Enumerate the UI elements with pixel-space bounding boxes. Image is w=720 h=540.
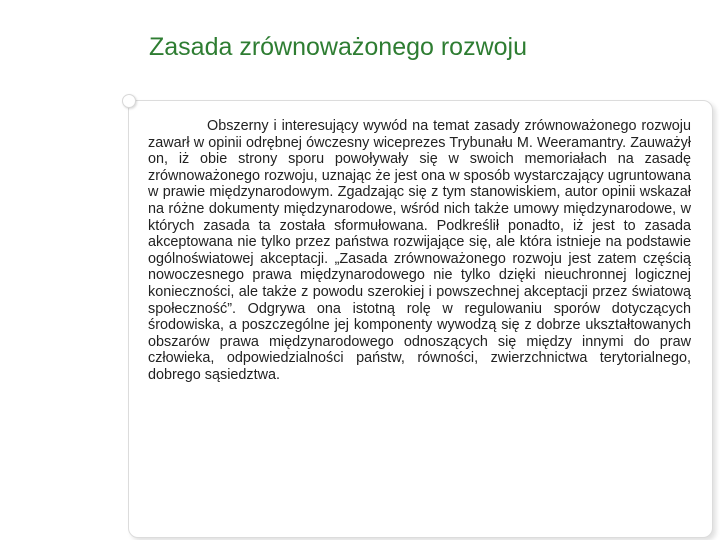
- frame-corner-decoration: [122, 94, 136, 108]
- body-text: Obszerny i interesujący wywód na temat zasady zrównoważonego rozwoju zawarł w opinii odrębnej ówczesny wiceprezes Trybunału M. Weeramantry. Zauważył on, iż obie strony sporu powoływały się w swoich memoriałach na zasadę zrównoważonego rozwoju, uznając że jest ona w sposób wystarczający ugruntowana w prawie międzynarodowym. Zgadzając się z tym stanowiskiem, autor opinii wskazał na różne dokumenty międzynarodowe, wśród nich także umowy międzynarodowe, w których zasada ta została sformułowana. Podkreślił ponadto, iż jest to zasada akceptowana nie tylko przez państwa rozwijające się, ale która istnieje na podstawie ogólnoświatowej akceptacji. „Zasada zrównoważonego rozwoju jest zatem częścią nowoczesnego prawa międzynarodowego nie tylko dzięki nieuchronnej logicznej konieczności, ale także z powodu szerokiej i powszechnej akceptacji przez światową społeczność”. Odgrywa ona istotną rolę w regulowaniu sporów dotyczących środowiska, a poszczególne jej komponenty wywodzą się z dobrze ukształtowanych obszarów prawa międzynarodowego odnoszących się między innymi do praw człowieka, odpowiedzialności państw, równości, zwierzchnictwa terytorialnego, dobrego sąsiedztwa.: [148, 118, 691, 383]
- slide-title: Zasada zrównoważonego rozwoju: [149, 33, 527, 61]
